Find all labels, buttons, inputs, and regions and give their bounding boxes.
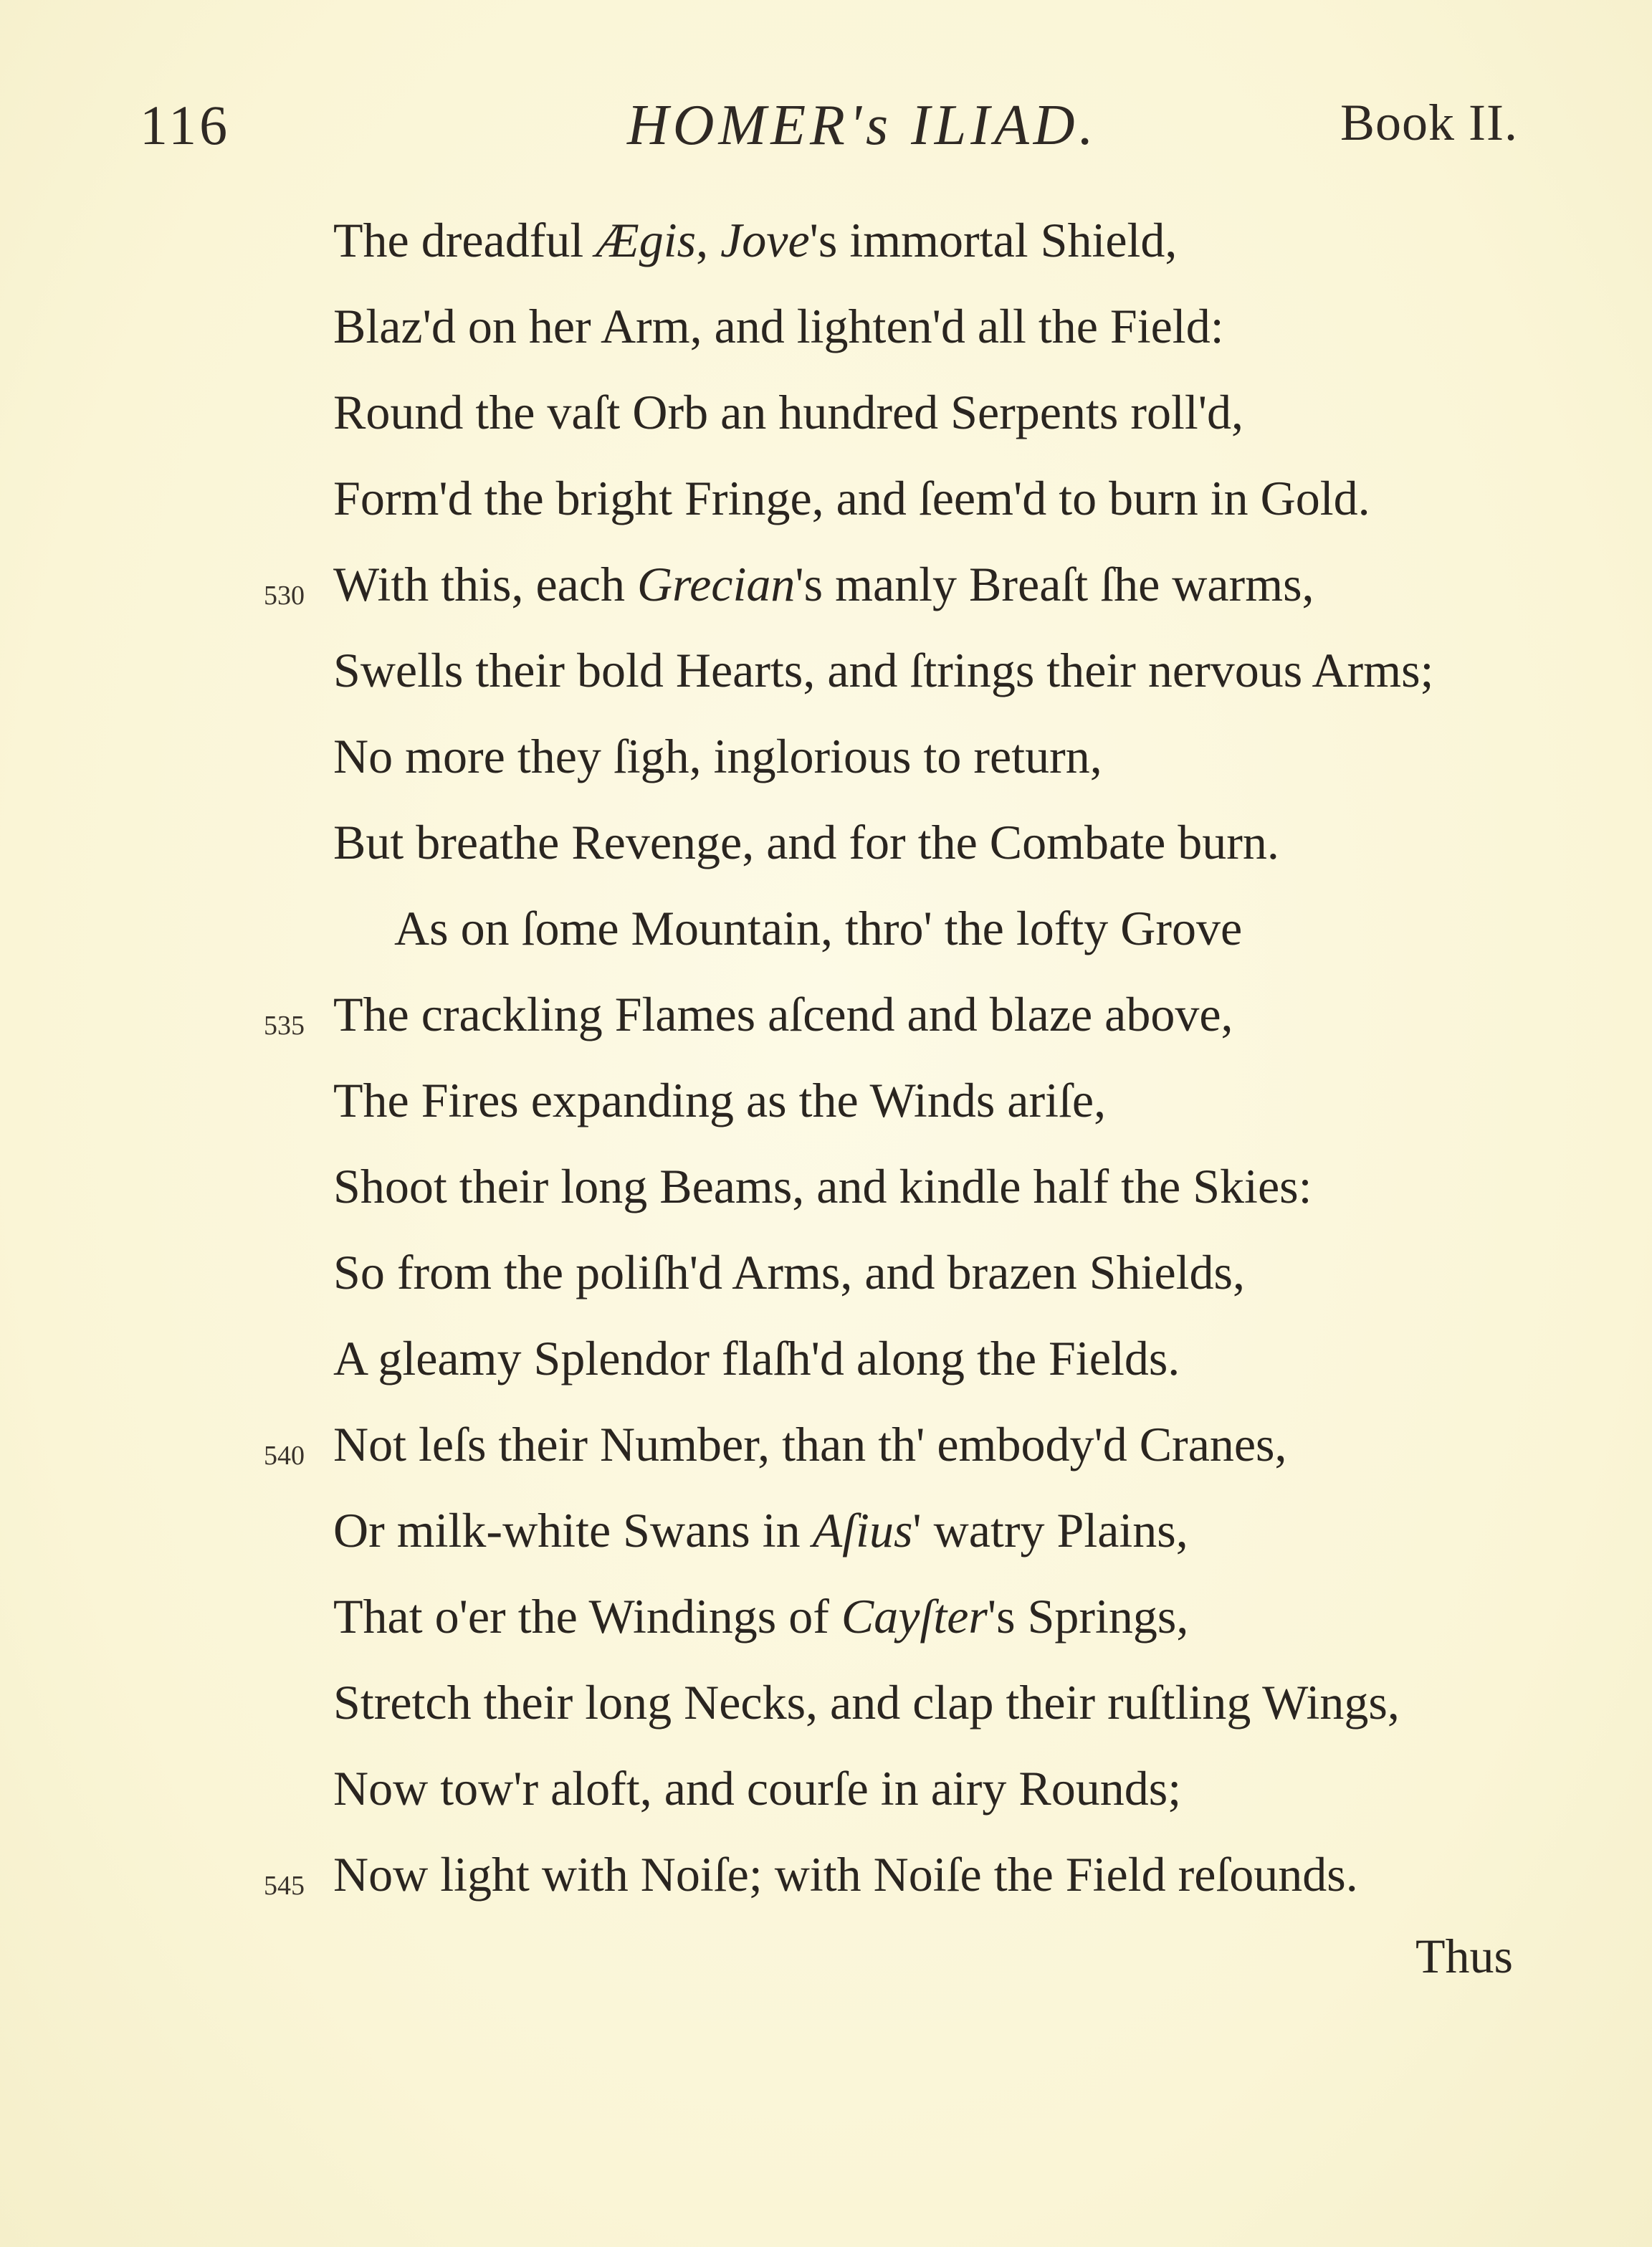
line-text: Shoot their long Beams, and kindle half the Skies: — [333, 1159, 1312, 1213]
line-text: The crackling Flames aſcend and blaze above, — [333, 987, 1233, 1041]
line-text: The dreadful Ægis, Jove's immortal Shield, — [333, 213, 1178, 267]
book-label: Book II. — [1340, 94, 1518, 151]
line-text: As on ſome Mountain, thro' the lofty Grove — [394, 901, 1243, 955]
verse-line — [0, 810, 1652, 896]
line-text: A gleamy Splendor flaſh'd along the Fields. — [333, 1331, 1180, 1385]
verse-line — [0, 1154, 1652, 1240]
verse-line — [0, 1584, 1652, 1670]
line-text: That o'er the Windings of Cayſter's Springs, — [333, 1589, 1189, 1643]
page-header — [0, 93, 1652, 172]
verse-line — [0, 380, 1652, 466]
line-number: 530 — [264, 581, 305, 611]
verse-line — [0, 982, 1652, 1068]
verse-line — [0, 294, 1652, 380]
page-number: 116 — [140, 94, 231, 156]
verse-line — [0, 1756, 1652, 1842]
line-text: No more they ſigh, inglorious to return, — [333, 729, 1102, 783]
line-text: Now light with Noiſe; with Noiſe the Field reſounds. — [333, 1847, 1358, 1902]
line-text: Round the vaſt Orb an hundred Serpents roll'd, — [333, 385, 1244, 439]
verse-line — [0, 1842, 1652, 1928]
verse-line — [0, 724, 1652, 810]
line-number: 540 — [264, 1441, 305, 1471]
line-number: 535 — [264, 1011, 305, 1041]
line-text: With this, each Grecian's manly Breaſt ſhe warms, — [333, 557, 1314, 611]
verse-line — [0, 1068, 1652, 1154]
verse-line — [0, 466, 1652, 552]
verse-line — [0, 638, 1652, 724]
verse-block — [0, 208, 1652, 1928]
verse-line — [0, 552, 1652, 638]
verse-line — [0, 1498, 1652, 1584]
verse-line — [0, 896, 1652, 982]
line-text: But breathe Revenge, and for the Combate burn. — [333, 815, 1279, 869]
running-title: HOMER's ILIAD. — [627, 94, 1098, 157]
line-number: 545 — [264, 1871, 305, 1901]
line-text: Form'd the bright Fringe, and ſeem'd to burn in Gold. — [333, 471, 1370, 525]
line-text: Stretch their long Necks, and clap their ruſtling Wings, — [333, 1675, 1400, 1730]
line-text: The Fires expanding as the Winds ariſe, — [333, 1073, 1107, 1127]
line-text: Now tow'r aloft, and courſe in airy Rounds; — [333, 1761, 1182, 1816]
line-text: Blaz'd on her Arm, and lighten'd all the Field: — [333, 299, 1224, 353]
verse-line — [0, 1326, 1652, 1412]
catchword: Thus — [1415, 1929, 1513, 1983]
line-text: So from the poliſh'd Arms, and brazen Shields, — [333, 1245, 1245, 1299]
verse-line — [0, 208, 1652, 294]
verse-line — [0, 1412, 1652, 1498]
line-text: Swells their bold Hearts, and ſtrings their nervous Arms; — [333, 643, 1434, 697]
verse-line — [0, 1240, 1652, 1326]
line-text: Or milk-white Swans in Aſius' watry Plains, — [333, 1503, 1188, 1557]
line-text: Not leſs their Number, than th' embody'd Cranes, — [333, 1417, 1287, 1471]
verse-line — [0, 1670, 1652, 1756]
